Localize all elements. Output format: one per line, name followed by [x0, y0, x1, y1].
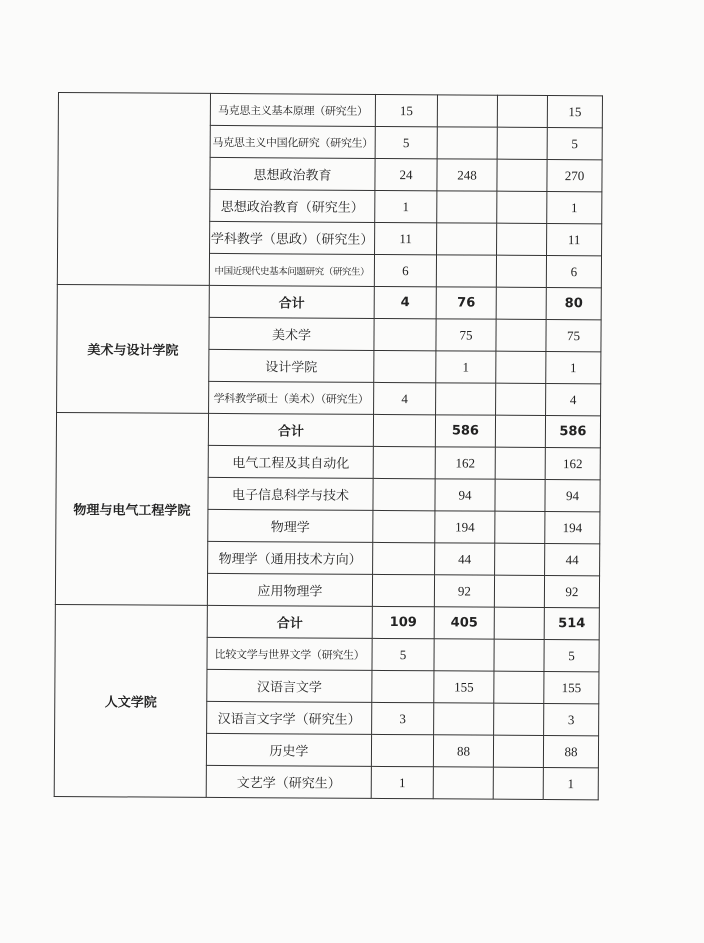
count-col1	[371, 734, 433, 766]
count-col3	[497, 223, 547, 255]
count-col1: 4	[374, 382, 436, 414]
count-col2	[437, 127, 497, 159]
major-cell: 合计	[207, 605, 372, 638]
count-col3	[495, 543, 545, 575]
count-col1: 109	[372, 606, 434, 638]
count-col1	[372, 670, 434, 702]
count-total: 586	[545, 415, 600, 447]
count-total: 270	[547, 159, 602, 191]
count-col1	[373, 446, 435, 478]
count-col1: 4	[374, 286, 436, 318]
major-cell: 思想政治教育（研究生）	[210, 189, 375, 222]
count-col3	[497, 159, 547, 191]
major-cell: 学科教学（思政）（研究生）	[210, 221, 375, 254]
major-cell: 学科教学硕士（美术）（研究生）	[209, 381, 374, 414]
count-col1	[373, 510, 435, 542]
count-col2	[434, 703, 494, 735]
college-cell: 人文学院	[54, 604, 207, 797]
table-row	[58, 93, 602, 128]
count-total: 3	[544, 703, 599, 735]
major-cell: 思想政治教育	[210, 157, 375, 190]
count-col3	[495, 447, 545, 479]
college-cell: 美术与设计学院	[57, 284, 210, 413]
count-col2: 44	[435, 543, 495, 575]
major-cell: 汉语言文学	[207, 669, 372, 702]
count-total: 514	[544, 607, 599, 639]
count-col2: 76	[436, 287, 496, 319]
count-total: 155	[544, 671, 599, 703]
count-col2	[436, 255, 496, 287]
count-total: 11	[547, 223, 602, 255]
major-cell: 物理学	[208, 509, 373, 542]
count-col1	[373, 478, 435, 510]
major-cell: 比较文学与世界文学（研究生）	[207, 637, 372, 670]
count-col2	[434, 639, 494, 671]
major-cell: 物理学（通用技术方向）	[208, 541, 373, 574]
major-cell: 电气工程及其自动化	[208, 445, 373, 478]
count-col3	[496, 287, 546, 319]
count-col2: 94	[435, 479, 495, 511]
table-row-total	[56, 412, 600, 447]
count-col2: 194	[435, 511, 495, 543]
major-cell: 文艺学（研究生）	[206, 765, 371, 798]
count-col3	[494, 639, 544, 671]
count-col3	[496, 351, 546, 383]
count-col1	[372, 574, 434, 606]
count-col2: 88	[433, 735, 493, 767]
count-col1: 24	[375, 158, 437, 190]
count-total: 5	[547, 127, 602, 159]
count-col1: 5	[375, 126, 437, 158]
count-col1: 6	[374, 254, 436, 286]
count-col2: 1	[436, 351, 496, 383]
count-col2: 248	[437, 159, 497, 191]
count-col1: 15	[375, 94, 437, 126]
major-cell: 汉语言文字学（研究生）	[207, 701, 372, 734]
count-col2	[437, 95, 497, 127]
count-col3	[494, 703, 544, 735]
count-col1	[373, 542, 435, 574]
count-col3	[494, 575, 544, 607]
count-col2: 405	[434, 607, 494, 639]
table-row-total	[57, 284, 601, 319]
count-col1: 1	[371, 766, 433, 798]
count-col3	[496, 319, 546, 351]
count-total: 4	[546, 383, 601, 415]
count-col3	[494, 671, 544, 703]
count-col3	[495, 479, 545, 511]
count-total: 80	[546, 287, 601, 319]
count-col2: 162	[435, 447, 495, 479]
count-col1	[374, 318, 436, 350]
major-cell: 历史学	[206, 733, 371, 766]
count-col2: 75	[436, 319, 496, 351]
major-cell: 中国近现代史基本问题研究（研究生）	[209, 253, 374, 286]
count-total: 1	[547, 191, 602, 223]
count-total: 92	[544, 575, 599, 607]
college-cell-continued	[57, 93, 210, 286]
count-total: 1	[543, 767, 598, 799]
count-col3	[497, 127, 547, 159]
count-col1: 11	[375, 222, 437, 254]
count-total: 1	[546, 351, 601, 383]
count-col3	[496, 383, 546, 415]
count-col3	[496, 255, 546, 287]
count-col2	[437, 191, 497, 223]
count-col3	[495, 415, 545, 447]
major-cell: 应用物理学	[207, 573, 372, 606]
major-cell: 马克思主义中国化研究（研究生）	[210, 125, 375, 158]
count-col2	[433, 767, 493, 799]
count-total: 94	[545, 479, 600, 511]
college-cell: 物理与电气工程学院	[55, 412, 208, 605]
count-col3	[493, 767, 543, 799]
count-col1: 3	[372, 702, 434, 734]
count-total: 162	[545, 447, 600, 479]
major-cell: 设计学院	[209, 349, 374, 382]
major-cell: 马克思主义基本原理（研究生）	[210, 93, 375, 126]
count-col3	[494, 607, 544, 639]
count-col2	[436, 383, 496, 415]
count-col3	[497, 191, 547, 223]
count-col2: 586	[435, 415, 495, 447]
count-col1	[373, 414, 435, 446]
count-col2	[437, 223, 497, 255]
major-cell: 电子信息科学与技术	[208, 477, 373, 510]
count-col3	[495, 511, 545, 543]
count-total: 194	[545, 511, 600, 543]
major-cell: 美术学	[209, 317, 374, 350]
count-total: 75	[546, 319, 601, 351]
count-total: 5	[544, 639, 599, 671]
count-col2: 92	[434, 575, 494, 607]
count-col1: 1	[375, 190, 437, 222]
count-total: 88	[543, 735, 598, 767]
count-total: 44	[545, 543, 600, 575]
count-col3	[497, 95, 547, 127]
table-row-total	[55, 604, 599, 639]
major-cell: 合计	[208, 413, 373, 446]
count-col2: 155	[434, 671, 494, 703]
count-total: 6	[546, 255, 601, 287]
count-col1	[374, 350, 436, 382]
count-total: 15	[547, 95, 602, 127]
count-col1: 5	[372, 638, 434, 670]
count-col3	[493, 735, 543, 767]
major-cell: 合计	[209, 285, 374, 318]
enrollment-table	[54, 92, 603, 800]
